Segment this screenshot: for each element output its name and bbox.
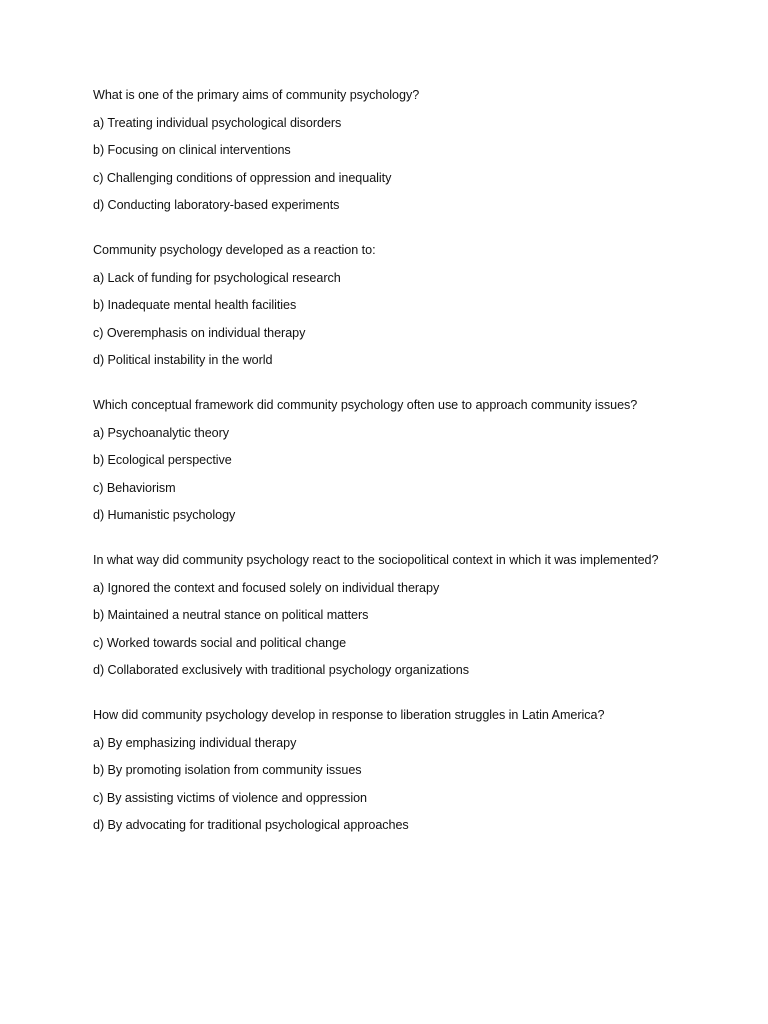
document-body: [93, 86, 693, 834]
answer-option: d) By advocating for traditional psychological approaches: [93, 818, 409, 832]
question-2: [93, 241, 693, 369]
answer-option: a) By emphasizing individual therapy: [93, 735, 297, 750]
answer-option: a) Ignored the context and focused solely on individual therapy: [93, 580, 440, 595]
question-text: Community psychology developed as a reaction to:: [93, 243, 376, 257]
answer-option: b) Maintained a neutral stance on political matters: [93, 608, 369, 622]
answer-option: b) By promoting isolation from community issues: [93, 763, 362, 777]
question-text: In what way did community psychology react to the sociopolitical context in which it was implemented?: [93, 553, 659, 567]
answer-option: c) Challenging conditions of oppression and inequality: [93, 170, 392, 185]
question-5: [93, 706, 693, 834]
answer-option: d) Political instability in the world: [93, 353, 273, 367]
answer-option: a) Lack of funding for psychological research: [93, 270, 341, 285]
question-text: What is one of the primary aims of community psychology?: [93, 88, 420, 102]
answer-option: c) Worked towards social and political change: [93, 635, 347, 650]
answer-option: c) By assisting victims of violence and oppression: [93, 790, 367, 805]
answer-option: b) Focusing on clinical interventions: [93, 143, 291, 157]
question-text: How did community psychology develop in response to liberation struggles in Latin America?: [93, 708, 605, 722]
answer-option: a) Treating individual psychological disorders: [93, 115, 342, 130]
question-text: Which conceptual framework did community psychology often use to approach community issues?: [93, 398, 638, 412]
question-3: [93, 396, 693, 524]
answer-option: b) Ecological perspective: [93, 453, 232, 467]
answer-option: c) Overemphasis on individual therapy: [93, 325, 306, 340]
answer-option: c) Behaviorism: [93, 480, 176, 495]
answer-option: b) Inadequate mental health facilities: [93, 298, 297, 312]
answer-option: d) Collaborated exclusively with traditional psychology organizations: [93, 663, 469, 677]
answer-option: d) Conducting laboratory-based experiments: [93, 198, 340, 212]
question-4: [93, 551, 693, 679]
question-1: [93, 86, 693, 214]
answer-option: a) Psychoanalytic theory: [93, 425, 229, 440]
answer-option: d) Humanistic psychology: [93, 508, 236, 522]
